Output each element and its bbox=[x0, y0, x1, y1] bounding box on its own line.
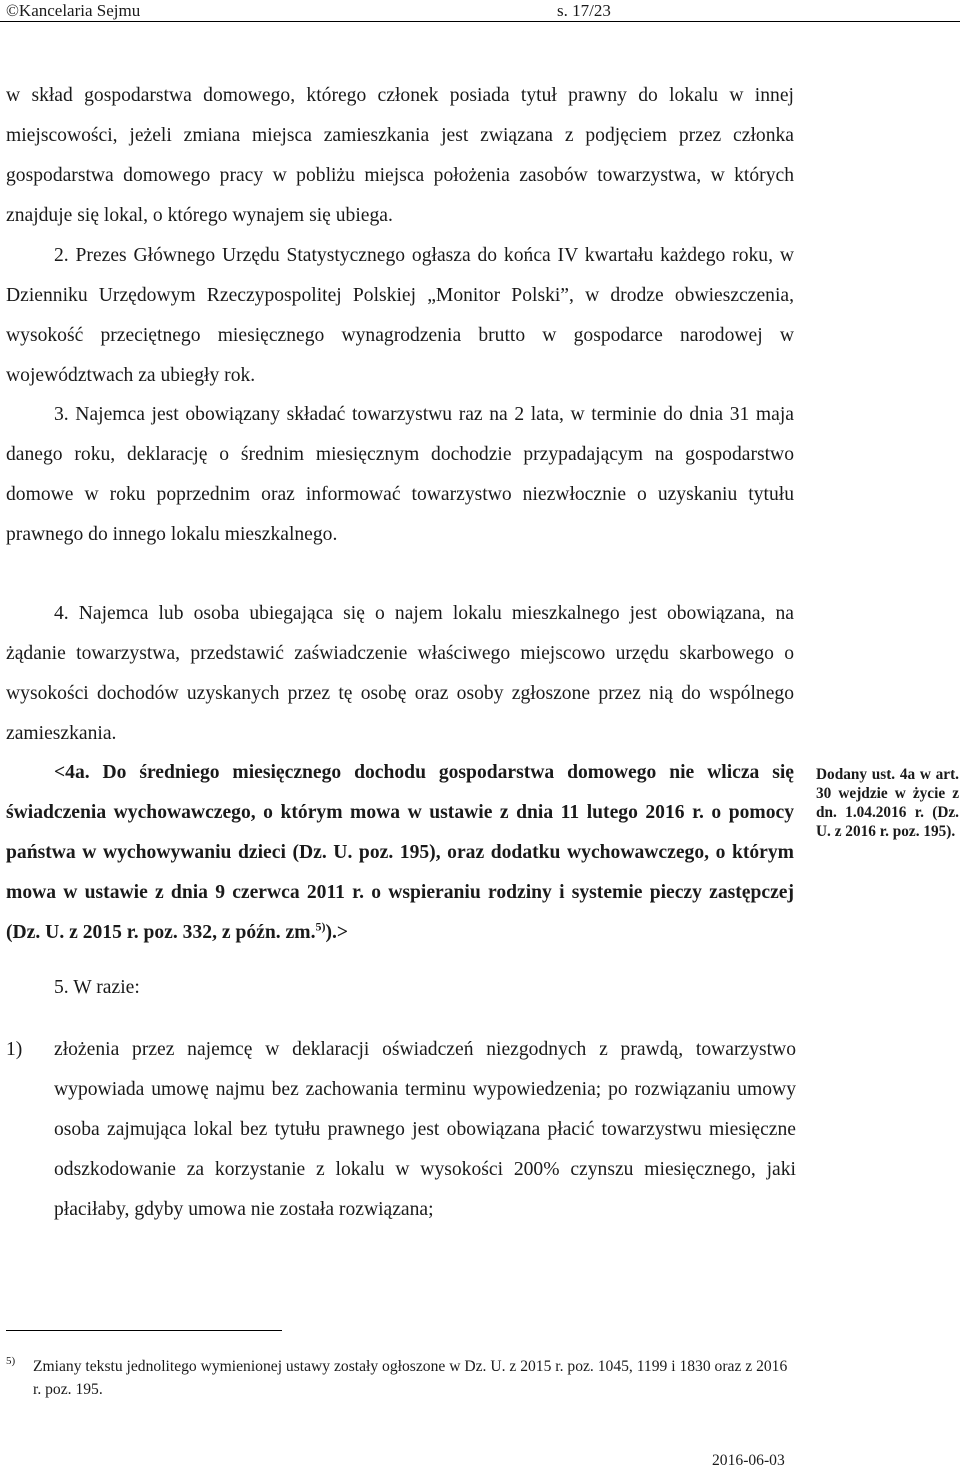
paragraph-3: 3. Najemca jest obowiązany składać towarzystwu raz na 2 lata, w terminie do dnia 31 maja danego roku, deklarację o średnim miesięcznym dochodzie przypadającym na gospodarstwo domowe w roku poprzednim oraz informować towarzystwo niezwłocznie o uzyskaniu tytułu prawnego do innego lokalu mieszkalnego. bbox=[6, 404, 794, 545]
list-item-1 bbox=[6, 1030, 796, 1230]
footnote-number: 5) bbox=[6, 1355, 16, 1367]
margin-note: Dodany ust. 4a w art. 30 wejdzie w życie z dn. 1.04.2016 r. (Dz. U. z 2016 r. poz. 195). bbox=[816, 766, 959, 840]
paragraph-2: 2. Prezes Głównego Urzędu Statystycznego ogłasza do końca IV kwartału każdego roku, w Dzienniku Urzędowym Rzeczypospolitej Polskiej „Monitor Polski”, w drodze obwieszczenia, wysokość przeciętnego miesięcznego wynagrodzenia brutto w gospodarce narodowej w województwach za ubiegły rok. bbox=[6, 245, 794, 386]
header-page-number: s. 17/23 bbox=[557, 1, 611, 20]
paragraph-4a bbox=[6, 753, 794, 953]
list-item-text: złożenia przez najemcę w deklaracji oświadczeń niezgodnych z prawdą, towarzystwo wypowiada umowę najmu bez zachowania terminu wypowiedzenia; po rozwiązaniu umowy osoba zajmująca lokal bez tytułu prawnego jest obowiązana płacić towarzystwu miesięczne odszkodowanie za korzystanie z lokalu w wysokości 200% czynszu miesięcznego, jaki płaciłaby, gdyby umowa nie została rozwiązana; bbox=[54, 1039, 796, 1220]
footnote-divider bbox=[6, 1330, 282, 1331]
footer-date: 2016-06-03 bbox=[712, 1452, 785, 1469]
footnote-text: Zmiany tekstu jednolitego wymienionej ustawy zostały ogłoszone w Dz. U. z 2015 r. poz. 1045, 1199 i 1830 oraz z 2016 r. poz. 195. bbox=[33, 1358, 788, 1398]
paragraph-4a-end: ).> bbox=[325, 922, 349, 943]
paragraph-4a-text: <4a. Do średniego miesięcznego dochodu gospodarstwa domowego nie wlicza się świadczenia wychowawczego, o którym mowa w ustawie z dnia 11 lutego 2016 r. o pomocy państwa w wychowywaniu dzieci (Dz. U. poz. 195), oraz dodatku wychowawczego, o którym mowa w ustawie z dnia 9 czerwca 2011 r. o wspieraniu rodziny i systemie pieczy zastępczej (Dz. U. z 2015 r. poz. 332, z późn. zm. bbox=[6, 762, 794, 943]
footnote bbox=[6, 1355, 796, 1401]
paragraph-5: 5. W razie: bbox=[54, 977, 140, 998]
header-copyright: ©Kancelaria Sejmu bbox=[6, 1, 141, 20]
paragraph-1-continuation: w skład gospodarstwa domowego, którego członek posiada tytuł prawny do lokalu w innej miejscowości, jeżeli zmiana miejsca zamieszkania jest związana z podjęciem przez członka gospodarstwa domowego pracy w pobliżu miejsca położenia zasobów towarzystwa, w których znajduje się lokal, o którego wynajem się ubiega. bbox=[6, 85, 794, 226]
paragraph-4: 4. Najemca lub osoba ubiegająca się o najem lokalu mieszkalnego jest obowiązana, na żądanie towarzystwa, przedstawić zaświadczenie właściwego miejscowo urzędu skarbowego o wysokości dochodów uzyskanych przez tę osobę oraz osoby zgłoszone przez nią do wspólnego zamieszkania. bbox=[6, 603, 794, 744]
footnote-reference[interactable]: 5) bbox=[315, 919, 326, 934]
header-divider bbox=[0, 21, 960, 22]
list-item-number: 1) bbox=[6, 1039, 23, 1060]
